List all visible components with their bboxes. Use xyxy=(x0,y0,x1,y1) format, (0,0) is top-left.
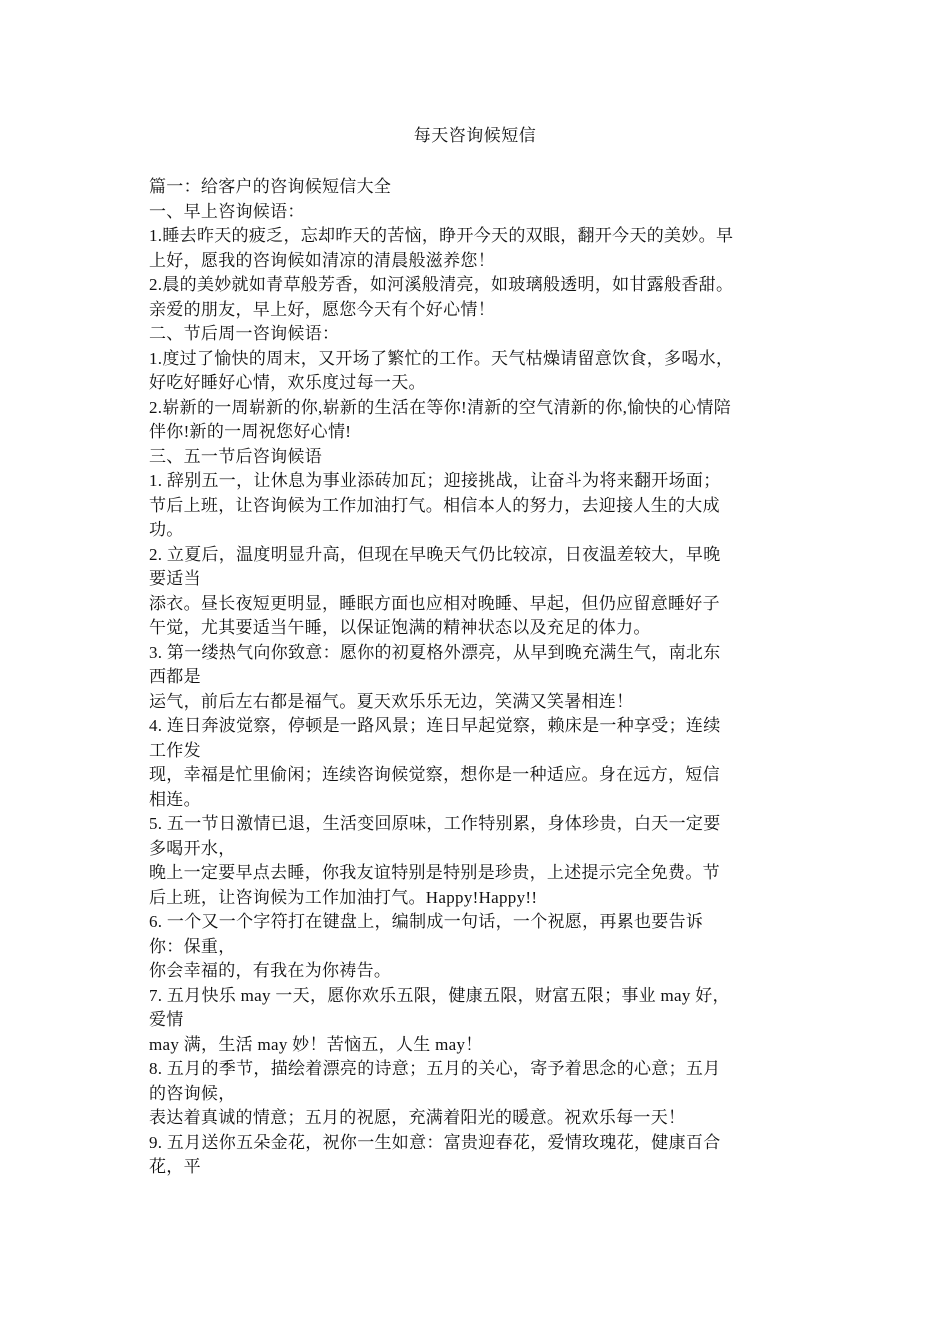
subsection-heading: 一、早上咨询候语： xyxy=(149,201,305,221)
text-line: 的咨询候， xyxy=(149,1083,236,1103)
text-line: 功。 xyxy=(149,520,184,539)
text-line: 4. 连日奔波觉察，停顿是一路风景；连日早起觉察，赖床是一种享受；连续 xyxy=(149,716,721,735)
text-line: 添衣。昼长夜短更明显，睡眠方面也应相对晚睡、早起，但仍应留意睡好子 xyxy=(149,593,720,613)
text-line: 7. 五月快乐 may 一天，愿你欢乐五限，健康五限，财富五限；事业 may 好， xyxy=(149,985,730,1005)
text-line: 你：保重， xyxy=(149,936,236,956)
text-line: 晚上一定要早点去睡，你我友谊特别是特别是珍贵，上述提示完全免费。节 xyxy=(149,863,720,882)
text-line: 亲爱的朋友，早上好，愿您今天有个好心情！ xyxy=(149,299,495,319)
document-body xyxy=(149,175,804,1180)
text-line: 9. 五月送你五朵金花，祝你一生如意：富贵迎春花，爱情玫瑰花，健康百合 xyxy=(149,1132,721,1152)
text-line: 1.度过了愉快的周末，又开场了繁忙的工作。天气枯燥请留意饮食，多喝水， xyxy=(149,348,734,368)
text-line: 花，平 xyxy=(149,1157,201,1176)
text-line: 运气，前后左右都是福气。夏天欢乐乐无边，笑满又笑暑相连！ xyxy=(149,691,634,711)
text-line: 爱情 xyxy=(149,1010,184,1029)
text-line: 3. 第一缕热气向你致意：愿你的初夏格外漂亮，从早到晚充满生气，南北东 xyxy=(149,642,721,662)
text-line: 表达着真诚的情意；五月的祝愿，充满着阳光的暖意。祝欢乐每一天！ xyxy=(149,1108,686,1127)
subsection-heading: 三、五一节后咨询候语 xyxy=(149,446,322,466)
text-line: 你会幸福的，有我在为你祷告。 xyxy=(149,961,392,980)
text-line: 5. 五一节日激情已退，生活变回原味，工作特别累，身体珍贵，白天一定要 xyxy=(149,814,721,833)
text-line: 1.睡去昨天的疲乏，忘却昨天的苦恼，睁开今天的双眼，翻开今天的美妙。早 xyxy=(149,226,734,245)
section-heading: 篇一：给客户的咨询候短信大全 xyxy=(149,177,392,196)
text-line: 好吃好睡好心情，欢乐度过每一天。 xyxy=(149,373,426,392)
text-line: 节后上班，让咨询候为工作加油打气。相信本人的努力，去迎接人生的大成 xyxy=(149,495,720,515)
text-line: 现，幸福是忙里偷闲；连续咨询候觉察，想你是一种适应。身在远方，短信 xyxy=(149,765,720,784)
text-line: 相连。 xyxy=(149,789,201,809)
text-line: 工作发 xyxy=(149,740,201,760)
text-line: 8. 五月的季节，描绘着漂亮的诗意；五月的关心，寄予着思念的心意；五月 xyxy=(149,1059,721,1078)
text-line: 午觉，尤其要适当午睡，以保证饱满的精神状态以及充足的体力。 xyxy=(149,618,651,637)
document-title: 每天咨询候短信 xyxy=(413,126,537,145)
text-line: 2.崭新的一周崭新的你,崭新的生活在等你!清新的空气清新的你,愉快的心情陪 xyxy=(149,397,732,417)
text-line: 2.晨的美妙就如青草般芳香，如河溪般清亮，如玻璃般透明，如甘露般香甜。 xyxy=(149,275,734,294)
text-line: 6. 一个又一个字符打在键盘上，编制成一句话，一个祝愿，再累也要告诉 xyxy=(149,912,704,931)
subsection-heading: 二、节后周一咨询候语： xyxy=(149,324,340,343)
text-line: 2. 立夏后，温度明显升高，但现在早晚天气仍比较凉，日夜温差较大，早晚 xyxy=(149,544,721,564)
text-line: may 满，生活 may 妙！苦恼五，人生 may！ xyxy=(149,1034,483,1054)
text-line: 西都是 xyxy=(149,667,201,686)
text-line: 1. 辞别五一，让休息为事业添砖加瓦；迎接挑战，让奋斗为将来翻开场面； xyxy=(149,471,721,490)
text-line: 要适当 xyxy=(149,569,201,588)
text-line: 上好，愿我的咨询候如清凉的清晨般滋养您！ xyxy=(149,250,495,270)
text-line: 后上班，让咨询候为工作加油打气。Happy!Happy!! xyxy=(149,887,538,907)
text-line: 多喝开水， xyxy=(149,838,236,858)
text-line: 伴你!新的一周祝您好心情! xyxy=(149,422,352,441)
